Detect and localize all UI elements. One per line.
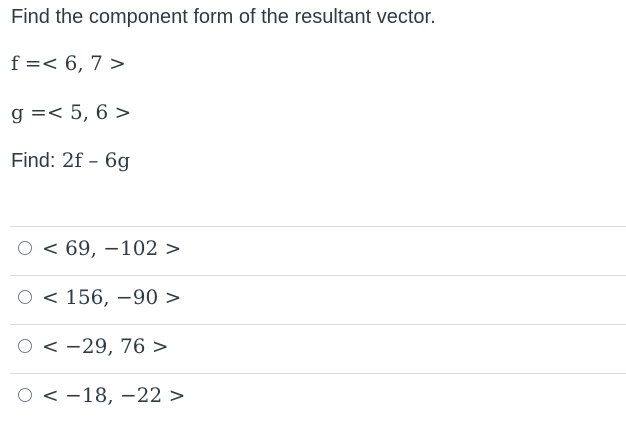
answer-option-1[interactable]: [10, 226, 626, 275]
answer-option-label[interactable]: < −18, −22 >: [42, 383, 186, 407]
vector-g-definition: g =< 5, 6 >: [11, 100, 132, 124]
radio-button-icon[interactable]: [18, 241, 32, 255]
answer-option-label[interactable]: < −29, 76 >: [42, 334, 169, 358]
question-prompt: Find the component form of the resultant vector.: [11, 6, 436, 28]
answer-list: [10, 226, 626, 422]
answer-option-2[interactable]: [10, 275, 626, 324]
radio-button-icon[interactable]: [18, 388, 32, 402]
answer-option-3[interactable]: [10, 324, 626, 373]
find-label: Find:: [11, 150, 56, 172]
answer-option-label[interactable]: < 69, −102 >: [42, 236, 182, 260]
answer-option-4[interactable]: [10, 373, 626, 422]
find-expression-line: [11, 147, 130, 174]
radio-button-icon[interactable]: [18, 290, 32, 304]
vector-f-definition: f =< 6, 7 >: [11, 51, 126, 75]
radio-button-icon[interactable]: [18, 339, 32, 353]
answer-option-label[interactable]: < 156, −90 >: [42, 285, 182, 309]
find-expression: 2f – 6g: [61, 148, 131, 172]
